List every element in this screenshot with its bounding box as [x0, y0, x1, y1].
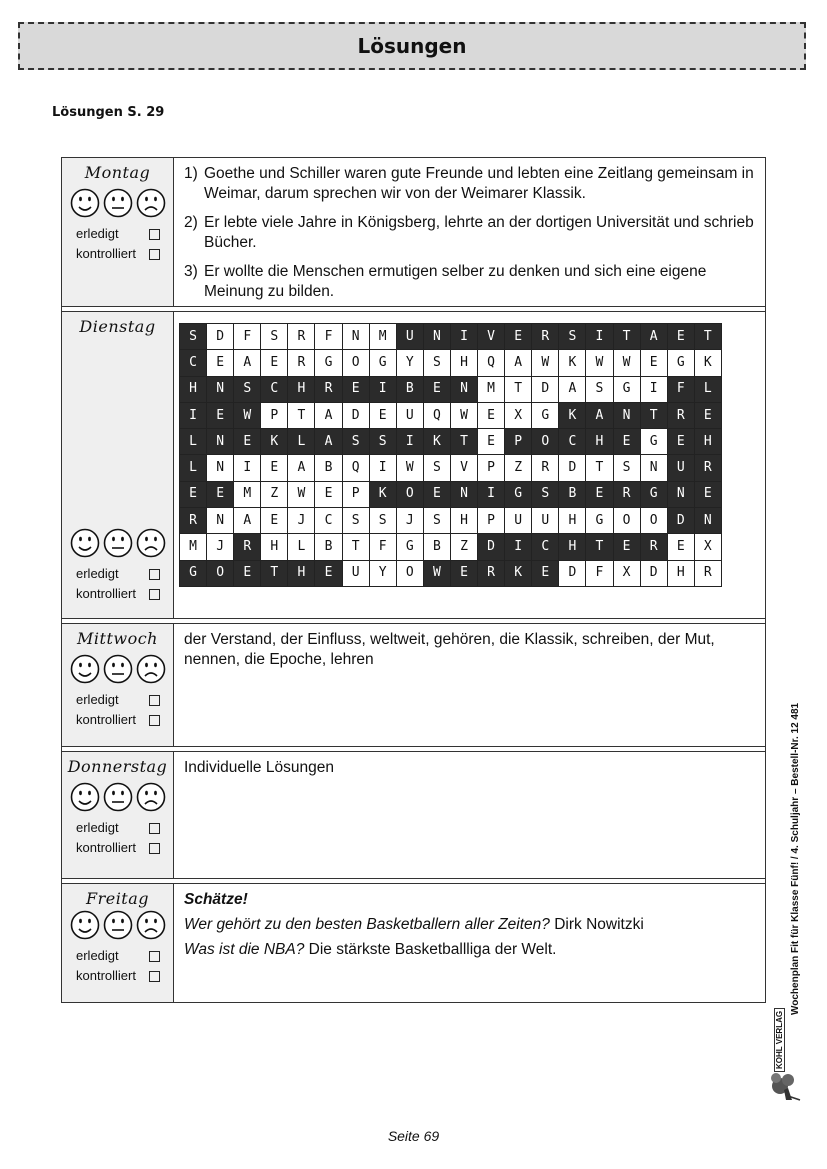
grid-cell: E: [369, 402, 396, 428]
grid-cell: N: [207, 508, 234, 534]
happy-face-icon[interactable]: [70, 782, 100, 812]
grid-cell: R: [288, 350, 315, 376]
grid-cell: B: [559, 481, 586, 507]
grid-cell: P: [261, 402, 288, 428]
grid-cell: I: [478, 481, 505, 507]
grid-cell: P: [478, 508, 505, 534]
grid-cell: R: [288, 324, 315, 350]
grid-cell: O: [342, 350, 369, 376]
sad-face-icon[interactable]: [136, 782, 166, 812]
mood-smileys: [62, 528, 173, 558]
thursday-text: Individuelle Lösungen: [184, 759, 334, 776]
tree-logo-icon: [766, 1030, 806, 1102]
grid-cell: S: [342, 429, 369, 455]
day-cell-monday: [62, 158, 174, 306]
grid-cell: A: [315, 402, 342, 428]
question-text: Wer gehört zu den besten Basketballern aller Zeiten?: [184, 916, 550, 933]
grid-cell: E: [423, 376, 450, 402]
grid-cell: G: [640, 429, 667, 455]
grid-cell: K: [559, 402, 586, 428]
grid-cell: E: [207, 402, 234, 428]
day-name-friday: Freitag: [85, 889, 150, 908]
grid-row: [180, 402, 722, 428]
grid-row: [180, 324, 722, 350]
grid-cell: C: [532, 534, 559, 560]
grid-cell: R: [180, 508, 207, 534]
grid-cell: I: [396, 429, 423, 455]
neutral-face-icon[interactable]: [103, 528, 133, 558]
row-friday: [61, 883, 766, 1003]
grid-cell: E: [342, 376, 369, 402]
grid-cell: O: [207, 560, 234, 586]
grid-cell: C: [180, 350, 207, 376]
grid-cell: C: [261, 376, 288, 402]
grid-cell: I: [369, 376, 396, 402]
grid-cell: S: [423, 455, 450, 481]
task-item: 2) Er lebte viele Jahre in Königsberg, lehrte an der dortigen Universität und schrieb Bücher.: [184, 214, 754, 251]
grid-cell: S: [423, 508, 450, 534]
question-line: [184, 912, 755, 937]
mood-smileys: [62, 910, 173, 940]
done-checkbox[interactable]: [149, 823, 160, 834]
grid-cell: E: [423, 481, 450, 507]
grid-cell: S: [532, 481, 559, 507]
grid-cell: G: [180, 560, 207, 586]
grid-cell: S: [261, 324, 288, 350]
grid-cell: U: [667, 455, 694, 481]
grid-cell: R: [694, 560, 721, 586]
task-item: 3) Er wollte die Menschen ermutigen selber zu denken und sich eine eigene Meinung zu bilden.: [184, 263, 707, 300]
grid-cell: H: [261, 534, 288, 560]
checklist: [62, 224, 173, 264]
grid-cell: T: [342, 534, 369, 560]
grid-cell: D: [532, 376, 559, 402]
grid-cell: L: [288, 534, 315, 560]
grid-cell: T: [505, 376, 532, 402]
page-title: Lösungen: [357, 34, 467, 58]
grid-cell: E: [532, 560, 559, 586]
grid-cell: O: [613, 508, 640, 534]
grid-cell: T: [640, 402, 667, 428]
done-label: erledigt: [76, 820, 119, 835]
grid-cell: N: [450, 481, 477, 507]
grid-cell: R: [315, 376, 342, 402]
day-name-thursday: Donnerstag: [67, 757, 168, 776]
grid-cell: A: [640, 324, 667, 350]
grid-cell: L: [180, 455, 207, 481]
grid-cell: G: [369, 350, 396, 376]
word-search-grid: [179, 323, 722, 587]
grid-cell: S: [369, 429, 396, 455]
checked-label: kontrolliert: [76, 586, 136, 601]
grid-row: [180, 534, 722, 560]
grid-cell: N: [450, 376, 477, 402]
grid-cell: E: [586, 481, 613, 507]
day-name-wednesday: Mittwoch: [77, 629, 158, 648]
grid-cell: Z: [505, 455, 532, 481]
checklist: [62, 946, 173, 986]
page-number: Seite 69: [387, 1128, 440, 1144]
grid-cell: J: [207, 534, 234, 560]
grid-cell: E: [478, 402, 505, 428]
grid-cell: D: [667, 508, 694, 534]
day-name-tuesday: Dienstag: [79, 317, 156, 336]
grid-cell: A: [586, 402, 613, 428]
grid-cell: T: [261, 560, 288, 586]
grid-cell: E: [613, 534, 640, 560]
grid-cell: B: [315, 534, 342, 560]
done-checkbox[interactable]: [149, 229, 160, 240]
grid-cell: N: [207, 429, 234, 455]
grid-row: [180, 376, 722, 402]
grid-cell: O: [396, 560, 423, 586]
grid-cell: H: [559, 508, 586, 534]
grid-cell: H: [288, 376, 315, 402]
grid-cell: D: [559, 560, 586, 586]
grid-cell: P: [505, 429, 532, 455]
grid-cell: E: [207, 350, 234, 376]
neutral-face-icon[interactable]: [103, 188, 133, 218]
grid-cell: Z: [450, 534, 477, 560]
mood-smileys: [62, 654, 173, 684]
grid-cell: X: [613, 560, 640, 586]
grid-cell: T: [694, 324, 721, 350]
grid-cell: J: [288, 508, 315, 534]
checked-checkbox[interactable]: [149, 249, 160, 260]
grid-cell: D: [559, 455, 586, 481]
grid-row: [180, 455, 722, 481]
grid-cell: R: [613, 481, 640, 507]
grid-cell: B: [423, 534, 450, 560]
grid-cell: L: [180, 429, 207, 455]
day-cell-thursday: [62, 752, 174, 878]
day-cell-friday: [62, 884, 174, 1002]
grid-cell: Y: [369, 560, 396, 586]
done-checkbox[interactable]: [149, 695, 160, 706]
grid-cell: I: [450, 324, 477, 350]
day-cell-tuesday: [62, 312, 174, 618]
grid-row: [180, 350, 722, 376]
grid-row: [180, 508, 722, 534]
grid-cell: X: [505, 402, 532, 428]
grid-cell: E: [207, 481, 234, 507]
grid-cell: A: [234, 508, 261, 534]
grid-cell: E: [640, 350, 667, 376]
grid-cell: E: [180, 481, 207, 507]
grid-cell: W: [532, 350, 559, 376]
grid-cell: N: [694, 508, 721, 534]
neutral-face-icon[interactable]: [103, 782, 133, 812]
grid-cell: F: [586, 560, 613, 586]
grid-cell: H: [450, 350, 477, 376]
grid-cell: S: [423, 350, 450, 376]
question-line: [184, 937, 755, 962]
grid-cell: X: [694, 534, 721, 560]
grid-cell: E: [261, 508, 288, 534]
content-friday: [174, 884, 765, 1002]
grid-cell: S: [369, 508, 396, 534]
grid-cell: H: [288, 560, 315, 586]
publisher-name: KOHL VERLAG: [774, 1008, 785, 1072]
checked-label: kontrolliert: [76, 840, 136, 855]
grid-cell: W: [396, 455, 423, 481]
checked-checkbox[interactable]: [149, 589, 160, 600]
row-wednesday: [61, 623, 766, 747]
mood-smileys: [62, 188, 173, 218]
grid-cell: I: [180, 402, 207, 428]
grid-cell: O: [532, 429, 559, 455]
grid-cell: W: [613, 350, 640, 376]
friday-title: Schätze!: [184, 891, 248, 908]
grid-cell: S: [559, 324, 586, 350]
content-tuesday: [174, 312, 765, 618]
grid-cell: T: [586, 534, 613, 560]
grid-cell: Q: [342, 455, 369, 481]
grid-cell: G: [532, 402, 559, 428]
grid-cell: L: [694, 376, 721, 402]
row-tuesday: [61, 311, 766, 619]
mood-smileys: [62, 782, 173, 812]
answer-text: Dirk Nowitzki: [554, 916, 644, 933]
done-label: erledigt: [76, 566, 119, 581]
grid-cell: K: [694, 350, 721, 376]
grid-cell: D: [207, 324, 234, 350]
question-text: Was ist die NBA?: [184, 941, 305, 958]
task-list: [184, 164, 755, 302]
grid-cell: S: [342, 508, 369, 534]
content-monday: [174, 158, 765, 306]
grid-cell: I: [505, 534, 532, 560]
task-item: 1) Goethe und Schiller waren gute Freunde und lebten eine Zeitlang gemeinsam in Weimar, darum sprechen wir von der Weimarer Klassik.: [184, 165, 754, 202]
grid-cell: I: [640, 376, 667, 402]
done-checkbox[interactable]: [149, 951, 160, 962]
side-publication-info: Wochenplan Fit für Klasse Fünf! / 4. Schuljahr – Bestell-Nr. 12 481: [790, 702, 801, 1015]
grid-cell: U: [396, 324, 423, 350]
grid-cell: H: [450, 508, 477, 534]
grid-cell: J: [396, 508, 423, 534]
grid-cell: H: [694, 429, 721, 455]
row-monday: [61, 157, 766, 307]
grid-cell: W: [586, 350, 613, 376]
grid-cell: W: [423, 560, 450, 586]
grid-cell: K: [369, 481, 396, 507]
grid-cell: N: [207, 376, 234, 402]
checked-label: kontrolliert: [76, 968, 136, 983]
grid-cell: E: [694, 481, 721, 507]
subheading: Lösungen S. 29: [52, 105, 165, 120]
grid-cell: R: [532, 324, 559, 350]
grid-cell: R: [532, 455, 559, 481]
grid-cell: D: [640, 560, 667, 586]
grid-cell: E: [613, 429, 640, 455]
grid-cell: U: [532, 508, 559, 534]
grid-cell: P: [342, 481, 369, 507]
grid-cell: N: [613, 402, 640, 428]
grid-cell: G: [586, 508, 613, 534]
grid-cell: M: [369, 324, 396, 350]
grid-cell: N: [640, 455, 667, 481]
grid-cell: Q: [423, 402, 450, 428]
grid-cell: E: [234, 429, 261, 455]
grid-cell: H: [586, 429, 613, 455]
grid-cell: R: [694, 455, 721, 481]
grid-cell: B: [396, 376, 423, 402]
grid-cell: K: [505, 560, 532, 586]
grid-cell: E: [667, 324, 694, 350]
grid-cell: E: [450, 560, 477, 586]
grid-cell: G: [667, 350, 694, 376]
sad-face-icon[interactable]: [136, 188, 166, 218]
grid-cell: E: [234, 560, 261, 586]
grid-cell: N: [207, 455, 234, 481]
row-thursday: [61, 751, 766, 879]
checklist: [62, 690, 173, 730]
grid-cell: E: [478, 429, 505, 455]
grid-cell: G: [315, 350, 342, 376]
grid-cell: I: [369, 455, 396, 481]
grid-cell: F: [234, 324, 261, 350]
grid-cell: G: [505, 481, 532, 507]
grid-cell: N: [423, 324, 450, 350]
sad-face-icon[interactable]: [136, 910, 166, 940]
grid-cell: E: [315, 560, 342, 586]
day-cell-wednesday: [62, 624, 174, 746]
grid-cell: H: [667, 560, 694, 586]
grid-cell: I: [234, 455, 261, 481]
grid-cell: I: [586, 324, 613, 350]
grid-cell: N: [342, 324, 369, 350]
grid-cell: R: [640, 534, 667, 560]
neutral-face-icon[interactable]: [103, 910, 133, 940]
grid-cell: A: [288, 455, 315, 481]
grid-cell: G: [640, 481, 667, 507]
grid-cell: H: [180, 376, 207, 402]
page-header: [18, 22, 806, 70]
grid-cell: C: [315, 508, 342, 534]
grid-cell: W: [234, 402, 261, 428]
happy-face-icon[interactable]: [70, 654, 100, 684]
grid-cell: M: [478, 376, 505, 402]
grid-cell: L: [288, 429, 315, 455]
grid-cell: N: [667, 481, 694, 507]
grid-cell: U: [342, 560, 369, 586]
grid-cell: T: [613, 324, 640, 350]
day-name-monday: Montag: [84, 163, 151, 182]
grid-cell: H: [559, 534, 586, 560]
sad-face-icon[interactable]: [136, 528, 166, 558]
grid-cell: T: [450, 429, 477, 455]
grid-cell: F: [315, 324, 342, 350]
grid-cell: V: [478, 324, 505, 350]
grid-cell: M: [234, 481, 261, 507]
grid-cell: Z: [261, 481, 288, 507]
grid-row: [180, 429, 722, 455]
grid-cell: E: [315, 481, 342, 507]
happy-face-icon[interactable]: [70, 188, 100, 218]
grid-cell: O: [640, 508, 667, 534]
checklist: [62, 564, 173, 604]
grid-cell: M: [180, 534, 207, 560]
grid-cell: A: [559, 376, 586, 402]
grid-cell: E: [694, 402, 721, 428]
grid-row: [180, 481, 722, 507]
grid-cell: F: [667, 376, 694, 402]
checked-label: kontrolliert: [76, 712, 136, 727]
grid-cell: S: [586, 376, 613, 402]
neutral-face-icon[interactable]: [103, 654, 133, 684]
grid-cell: V: [450, 455, 477, 481]
checked-checkbox[interactable]: [149, 971, 160, 982]
grid-cell: S: [234, 376, 261, 402]
grid-cell: Y: [396, 350, 423, 376]
done-label: erledigt: [76, 948, 119, 963]
grid-cell: E: [505, 324, 532, 350]
grid-cell: W: [288, 481, 315, 507]
done-label: erledigt: [76, 226, 119, 241]
grid-cell: O: [396, 481, 423, 507]
sad-face-icon[interactable]: [136, 654, 166, 684]
grid-cell: E: [667, 534, 694, 560]
grid-cell: S: [180, 324, 207, 350]
happy-face-icon[interactable]: [70, 910, 100, 940]
grid-cell: B: [315, 455, 342, 481]
done-checkbox[interactable]: [149, 569, 160, 580]
answer-text: Die stärkste Basketballliga der Welt.: [308, 941, 557, 958]
grid-cell: R: [478, 560, 505, 586]
checked-checkbox[interactable]: [149, 843, 160, 854]
grid-cell: E: [261, 350, 288, 376]
grid-cell: K: [559, 350, 586, 376]
grid-cell: P: [478, 455, 505, 481]
grid-cell: D: [478, 534, 505, 560]
grid-cell: D: [342, 402, 369, 428]
grid-cell: S: [613, 455, 640, 481]
happy-face-icon[interactable]: [70, 528, 100, 558]
grid-cell: T: [288, 402, 315, 428]
grid-cell: R: [667, 402, 694, 428]
grid-cell: F: [369, 534, 396, 560]
grid-cell: G: [613, 376, 640, 402]
grid-cell: A: [505, 350, 532, 376]
content-wednesday: [174, 624, 765, 746]
grid-cell: C: [559, 429, 586, 455]
grid-cell: T: [586, 455, 613, 481]
content-thursday: [174, 752, 765, 878]
grid-cell: K: [261, 429, 288, 455]
grid-cell: G: [396, 534, 423, 560]
done-label: erledigt: [76, 692, 119, 707]
grid-cell: A: [234, 350, 261, 376]
grid-cell: U: [505, 508, 532, 534]
grid-row: [180, 560, 722, 586]
grid-cell: W: [450, 402, 477, 428]
grid-cell: A: [315, 429, 342, 455]
grid-cell: E: [667, 429, 694, 455]
grid-cell: Q: [478, 350, 505, 376]
grid-cell: K: [423, 429, 450, 455]
grid-cell: R: [234, 534, 261, 560]
checked-label: kontrolliert: [76, 246, 136, 261]
checked-checkbox[interactable]: [149, 715, 160, 726]
grid-cell: E: [261, 455, 288, 481]
grid-cell: U: [396, 402, 423, 428]
word-list: der Verstand, der Einfluss, weltweit, gehören, die Klassik, schreiben, der Mut, nennen, die Epoche, lehren: [184, 631, 715, 668]
checklist: [62, 818, 173, 858]
